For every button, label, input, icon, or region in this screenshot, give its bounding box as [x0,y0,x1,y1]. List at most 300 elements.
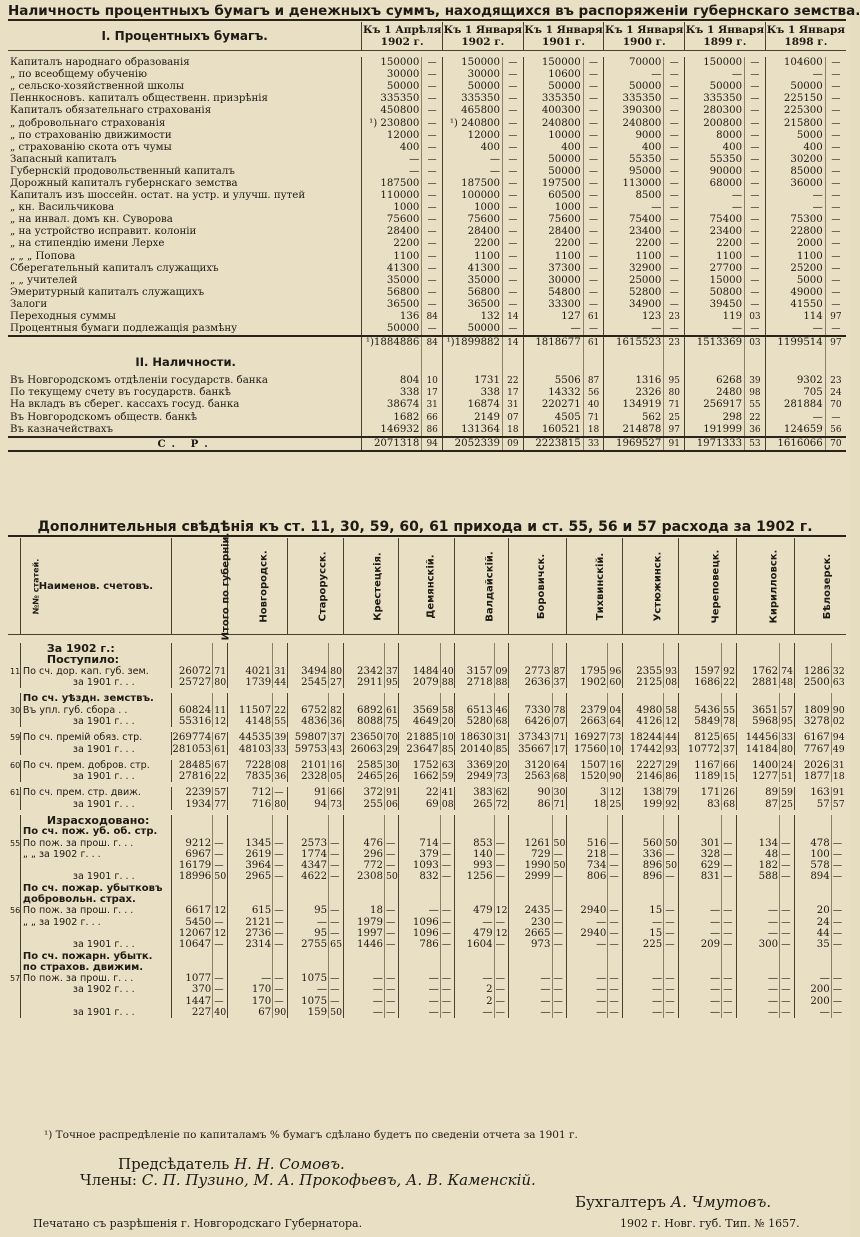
amount-kopecks: 64 [609,715,622,727]
amount-kopecks: 85 [441,743,454,755]
amount-rubles: 124659 [765,424,825,437]
amount-kopecks [608,950,622,961]
amount-kopecks [552,826,566,837]
amount-rubles: 17560 [566,743,607,754]
amount-rubles: 14332 [523,387,583,399]
amount-rubles [736,894,779,905]
amount-kopecks: — [552,928,566,939]
table-row [8,154,846,166]
column-date-header: Къ 1 Января 1901 г. [523,22,604,51]
table-row [8,837,846,848]
amount-kopecks [780,894,794,905]
amount-kopecks: 58 [441,704,454,716]
amount-rubles: 1400 [736,760,779,771]
amount-rubles: 9302 [765,375,825,387]
article-number: 55 [10,838,21,848]
amount-kopecks: — [583,263,604,275]
account-label: Поступило: [20,654,171,665]
amount-rubles: 163 [794,787,831,798]
amount-kopecks: 75 [385,715,398,727]
article-number [8,894,20,905]
amount-rubles [227,883,273,894]
total-kopecks: 84 [422,336,443,349]
amount-kopecks: — [825,130,846,142]
members-label: Члены: [80,1171,137,1189]
amount-rubles: 5450 [171,917,212,928]
amount-rubles [171,643,212,654]
amount-kopecks: — [503,130,524,142]
district-column-header [794,538,846,635]
amount-kopecks: 68 [723,798,736,810]
amount-kopecks [831,693,846,704]
amount-kopecks: — [273,928,287,939]
amount-kopecks: 31 [495,732,508,744]
amount-rubles: 39450 [685,299,745,311]
amount-kopecks [440,962,454,973]
amount-rubles: 7228 [227,760,273,771]
amount-kopecks: — [825,57,846,69]
table-row [8,984,846,995]
amount-kopecks: — [825,166,846,178]
table-row [8,677,846,688]
amount-kopecks [384,815,398,826]
amount-kopecks: — [831,996,846,1007]
amount-kopecks [384,693,398,704]
amount-rubles: 182 [736,860,779,871]
amount-kopecks: — [664,939,678,950]
amount-rubles [736,883,779,894]
amount-rubles: 2773 [509,666,552,677]
amount-rubles: — [678,1007,721,1018]
amount-kopecks [831,962,846,973]
amount-kopecks: — [608,973,622,984]
amount-rubles: 50000 [443,81,503,93]
amount-kopecks: — [503,323,524,336]
amount-kopecks: — [722,973,736,984]
amount-kopecks: 10 [441,732,454,744]
article-number [8,799,20,810]
amount-kopecks: — [440,871,454,882]
amount-kopecks: 03 [745,311,766,323]
district-name: Демянскій. [425,553,437,619]
amount-kopecks [608,693,622,704]
amount-kopecks: — [503,263,524,275]
table-row [8,771,846,782]
row-label: „ по страхованію движимости [10,129,172,141]
amount-kopecks: — [503,154,524,166]
amount-rubles: 8000 [685,130,745,142]
amount-kopecks: — [825,412,846,424]
article-number [8,849,20,860]
amount-rubles: 301 [678,837,721,848]
amount-rubles: 2911 [343,677,384,688]
amount-kopecks [273,883,287,894]
amount-kopecks: — [384,996,398,1007]
grand-total-rubles: 2052339 [443,437,503,451]
amount-rubles [509,815,552,826]
amount-kopecks: — [213,939,227,950]
amount-rubles: 41550 [765,299,825,311]
accountant-label: Бухгалтеръ [575,1193,666,1211]
amount-kopecks: — [825,238,846,250]
amount-kopecks: 80 [330,665,343,677]
amount-kopecks: — [825,69,846,81]
table-row [8,263,846,275]
amount-rubles: 8125 [678,732,721,743]
amount-kopecks: — [664,154,685,166]
amount-rubles: — [765,69,825,81]
amount-kopecks [273,654,287,665]
amount-rubles: 256917 [685,399,745,411]
amount-rubles: 49000 [765,287,825,299]
accountant-name: А. Чмутовъ. [670,1193,772,1211]
amount-kopecks: 91 [385,787,398,799]
amount-kopecks: — [213,837,227,848]
amount-rubles: 75600 [443,214,503,226]
amount-kopecks: 92 [723,665,736,677]
table-row [8,387,846,399]
amount-rubles: 37300 [523,263,583,275]
amount-rubles: 390300 [604,105,664,117]
amount-kopecks: 26 [723,787,736,799]
amount-kopecks: — [494,917,508,928]
amount-kopecks: — [273,871,287,882]
amount-rubles: 3120 [509,760,552,771]
amount-rubles: — [604,202,664,214]
amount-kopecks [329,815,343,826]
amount-kopecks: — [503,190,524,202]
amount-rubles: 199 [622,799,663,810]
amount-kopecks: 29 [665,759,678,771]
amount-rubles [794,950,831,961]
amount-kopecks: — [722,1007,736,1018]
amount-kopecks: 57 [832,798,845,810]
amount-kopecks: 12 [665,715,678,727]
grand-total-kopecks: 94 [422,437,443,451]
amount-kopecks: — [422,93,443,105]
amount-kopecks [494,693,508,704]
amount-rubles: 26063 [343,743,384,754]
row-label: Въ казначействахъ [10,423,113,435]
title-rule [8,19,846,21]
amount-kopecks [440,815,454,826]
amount-kopecks: — [825,214,846,226]
amount-rubles: — [566,973,607,984]
amount-kopecks: 55 [723,704,736,716]
amount-kopecks [273,962,287,973]
amount-rubles: 1520 [566,771,607,782]
district-column-header [509,538,567,635]
account-label: за 1901 г. . . [20,799,171,810]
amount-kopecks: — [440,860,454,871]
amount-kopecks: — [329,849,343,860]
amount-rubles: 70000 [604,57,664,69]
amount-kopecks: — [608,837,622,848]
section-subheading-row [8,643,846,654]
account-label: Въ упл. губ. сбора . . [20,704,171,715]
amount-kopecks: — [384,837,398,848]
article-number [8,962,20,973]
amount-rubles: 729 [509,849,552,860]
account-label: По пож. за прош. г. . . [20,905,171,916]
article-number [8,928,20,939]
grand-total-kopecks: 70 [825,437,846,451]
amount-rubles: 225300 [765,105,825,117]
amount-rubles [171,693,212,704]
amount-rubles: 60824 [171,704,212,715]
amount-kopecks: 95 [385,677,398,689]
total-rubles: 1615523 [604,336,664,349]
empty-cell [422,349,443,375]
account-label: По сч. дор. кап. губ. зем. [20,666,171,677]
amount-rubles: — [678,973,721,984]
amount-kopecks: — [329,973,343,984]
amount-rubles: 1752 [399,760,440,771]
amount-rubles: 50000 [765,81,825,93]
amount-kopecks: — [494,860,508,871]
amount-rubles: 138 [622,787,663,798]
amount-kopecks: — [422,287,443,299]
row-label: „ на стипендію имени Лерхе [10,238,165,250]
amount-rubles: 150000 [523,57,583,69]
amount-kopecks: 61 [214,743,227,755]
amount-kopecks: 71 [664,399,685,411]
amount-rubles: 1100 [523,251,583,263]
article-number [8,871,20,882]
amount-kopecks: 71 [583,412,604,424]
amount-rubles: 170 [227,996,273,1007]
amount-rubles: — [287,917,328,928]
amount-kopecks: — [745,81,766,93]
amount-kopecks: 25 [664,412,685,424]
amount-kopecks: — [583,57,604,69]
amount-rubles: 1256 [455,871,494,882]
article-number [8,654,20,665]
total-kopecks: 03 [745,336,766,349]
district-column-header [622,538,678,635]
amount-rubles: 772 [343,860,384,871]
amount-rubles: 12067 [171,928,212,939]
amount-kopecks: — [494,849,508,860]
amount-kopecks: — [780,1007,794,1018]
amount-rubles: 91 [287,787,328,798]
amount-kopecks: 10 [422,375,443,387]
article-number-header [8,538,41,635]
amount-rubles: 48103 [227,743,273,754]
amount-kopecks: 80 [274,798,287,810]
amount-kopecks: — [552,939,566,950]
amount-rubles: 94 [287,799,328,810]
amount-kopecks: — [745,105,766,117]
amount-rubles: 50000 [523,154,583,166]
amount-kopecks: — [831,905,846,916]
amount-rubles: 10772 [678,743,721,754]
amount-rubles: 1075 [287,973,328,984]
amount-rubles: 20140 [455,743,494,754]
amount-kopecks: — [780,917,794,928]
section-heading: I. Процентныхъ бумагъ. [8,22,362,51]
amount-rubles: 15000 [685,275,745,287]
amount-kopecks: 24 [781,759,793,771]
amount-rubles: 1345 [227,837,273,848]
amount-rubles [566,950,607,961]
amount-rubles: 227 [171,1007,212,1018]
amount-rubles: 27700 [685,263,745,275]
amount-rubles: 150000 [443,57,503,69]
amount-kopecks: 51 [781,771,793,783]
amount-kopecks [780,643,794,654]
amount-rubles [622,654,663,665]
amount-rubles: — [622,1007,663,1018]
amount-rubles [678,654,721,665]
account-label: Израсходовано: [20,815,171,826]
amount-rubles: 15 [622,905,663,916]
amount-rubles [171,654,212,665]
amount-kopecks [664,950,678,961]
article-number [8,950,20,961]
total-rubles: 1513369 [685,336,745,349]
amount-kopecks: — [745,226,766,238]
amount-rubles [566,643,607,654]
amount-rubles: 50800 [685,287,745,299]
amount-rubles: 1100 [685,251,745,263]
amount-kopecks: — [329,928,343,939]
amount-kopecks: 26 [385,771,398,783]
amount-kopecks: 08 [665,677,678,689]
amount-kopecks: — [583,154,604,166]
amount-rubles: 36500 [362,299,422,311]
amount-rubles: 95000 [604,166,664,178]
amount-rubles: 1100 [604,251,664,263]
amount-kopecks: 86 [422,424,443,437]
total-label [8,336,362,349]
amount-kopecks: — [583,214,604,226]
amount-kopecks: 22 [214,771,227,783]
row-label: „ „ учителей [10,274,78,286]
amount-rubles: 191999 [685,424,745,437]
amount-kopecks: — [664,287,685,299]
amount-kopecks: — [583,117,604,129]
amount-rubles: 3369 [455,760,494,771]
amount-rubles: 6513 [455,704,494,715]
amount-rubles: 16874 [443,399,503,411]
amount-kopecks [722,654,736,665]
amount-kopecks: — [384,984,398,995]
amount-kopecks [552,693,566,704]
table-row [8,275,846,287]
amount-rubles: 59807 [287,732,328,743]
amount-rubles: — [736,984,779,995]
amount-rubles [794,643,831,654]
amount-kopecks: — [745,251,766,263]
amount-rubles: 83 [678,799,721,810]
amount-rubles: 2999 [509,871,552,882]
amount-rubles [399,654,440,665]
amount-kopecks [494,826,508,837]
account-label: По сч. пож. уб. об. стр. [20,826,171,837]
amount-rubles: 714 [399,837,440,848]
amount-kopecks: — [384,860,398,871]
amount-rubles [794,962,831,973]
district-name: Бѣлозерск. [821,553,833,619]
amount-kopecks [440,950,454,961]
amount-rubles: 171 [678,787,721,798]
amount-rubles: 400 [523,142,583,154]
amount-rubles: 300 [736,939,779,950]
article-number [8,716,20,727]
amount-kopecks: — [722,984,736,995]
amount-rubles: — [685,69,745,81]
amount-rubles: 37343 [509,732,552,743]
amount-kopecks: — [722,871,736,882]
account-label: за 1901 г. . . [20,939,171,950]
amount-kopecks [831,643,846,654]
amount-rubles: — [343,996,384,1007]
amount-rubles: 5968 [736,716,779,727]
amount-kopecks: — [664,69,685,81]
amount-kopecks [664,693,678,704]
document-title: Наличность процентныхъ бумагъ и денежныхъ суммъ, находящихся въ распоряженіи губернскаго земства. [8,3,860,19]
amount-kopecks [831,894,846,905]
amount-kopecks: — [825,323,846,336]
amount-kopecks: — [494,871,508,882]
empty-cell [604,349,664,375]
amount-rubles: — [685,202,745,214]
article-number [8,996,20,1007]
amount-kopecks: — [608,905,622,916]
amount-kopecks: — [503,93,524,105]
amount-kopecks: 18 [503,424,524,437]
amount-kopecks: — [503,202,524,214]
amount-kopecks: — [825,93,846,105]
amount-rubles: — [736,996,779,1007]
amount-rubles: — [343,973,384,984]
amount-kopecks [664,826,678,837]
amount-rubles: 6426 [509,716,552,727]
amount-rubles: 1682 [362,412,422,424]
amount-rubles: 8500 [604,190,664,202]
amount-rubles: 1100 [362,251,422,263]
amount-kopecks [722,950,736,961]
amount-rubles: — [455,917,494,928]
amount-rubles: — [566,1007,607,1018]
amount-kopecks: 17 [422,387,443,399]
row-label: Дорожный капиталъ губернскаго земства [10,177,238,189]
amount-kopecks: — [583,287,604,299]
amount-rubles: 5436 [678,704,721,715]
amount-rubles: 4347 [287,860,328,871]
district-column-header [566,538,622,635]
amount-kopecks: — [664,849,678,860]
amount-rubles: 35667 [509,743,552,754]
district-column-header [678,538,736,635]
amount-rubles: 1000 [362,202,422,214]
amount-rubles: 2239 [171,787,212,798]
amount-kopecks [329,950,343,961]
amount-rubles: 1096 [399,928,440,939]
section-subheading-row [8,962,846,973]
amount-kopecks: — [503,275,524,287]
table-row [8,57,846,69]
amount-rubles [287,950,328,961]
column-date-header: Къ 1 Января 1902 г. [443,22,524,51]
amount-rubles [794,826,831,837]
table-row [8,1007,846,1018]
amount-kopecks: — [745,57,766,69]
amount-rubles [622,643,663,654]
amount-rubles: — [509,973,552,984]
amount-kopecks: — [722,905,736,916]
